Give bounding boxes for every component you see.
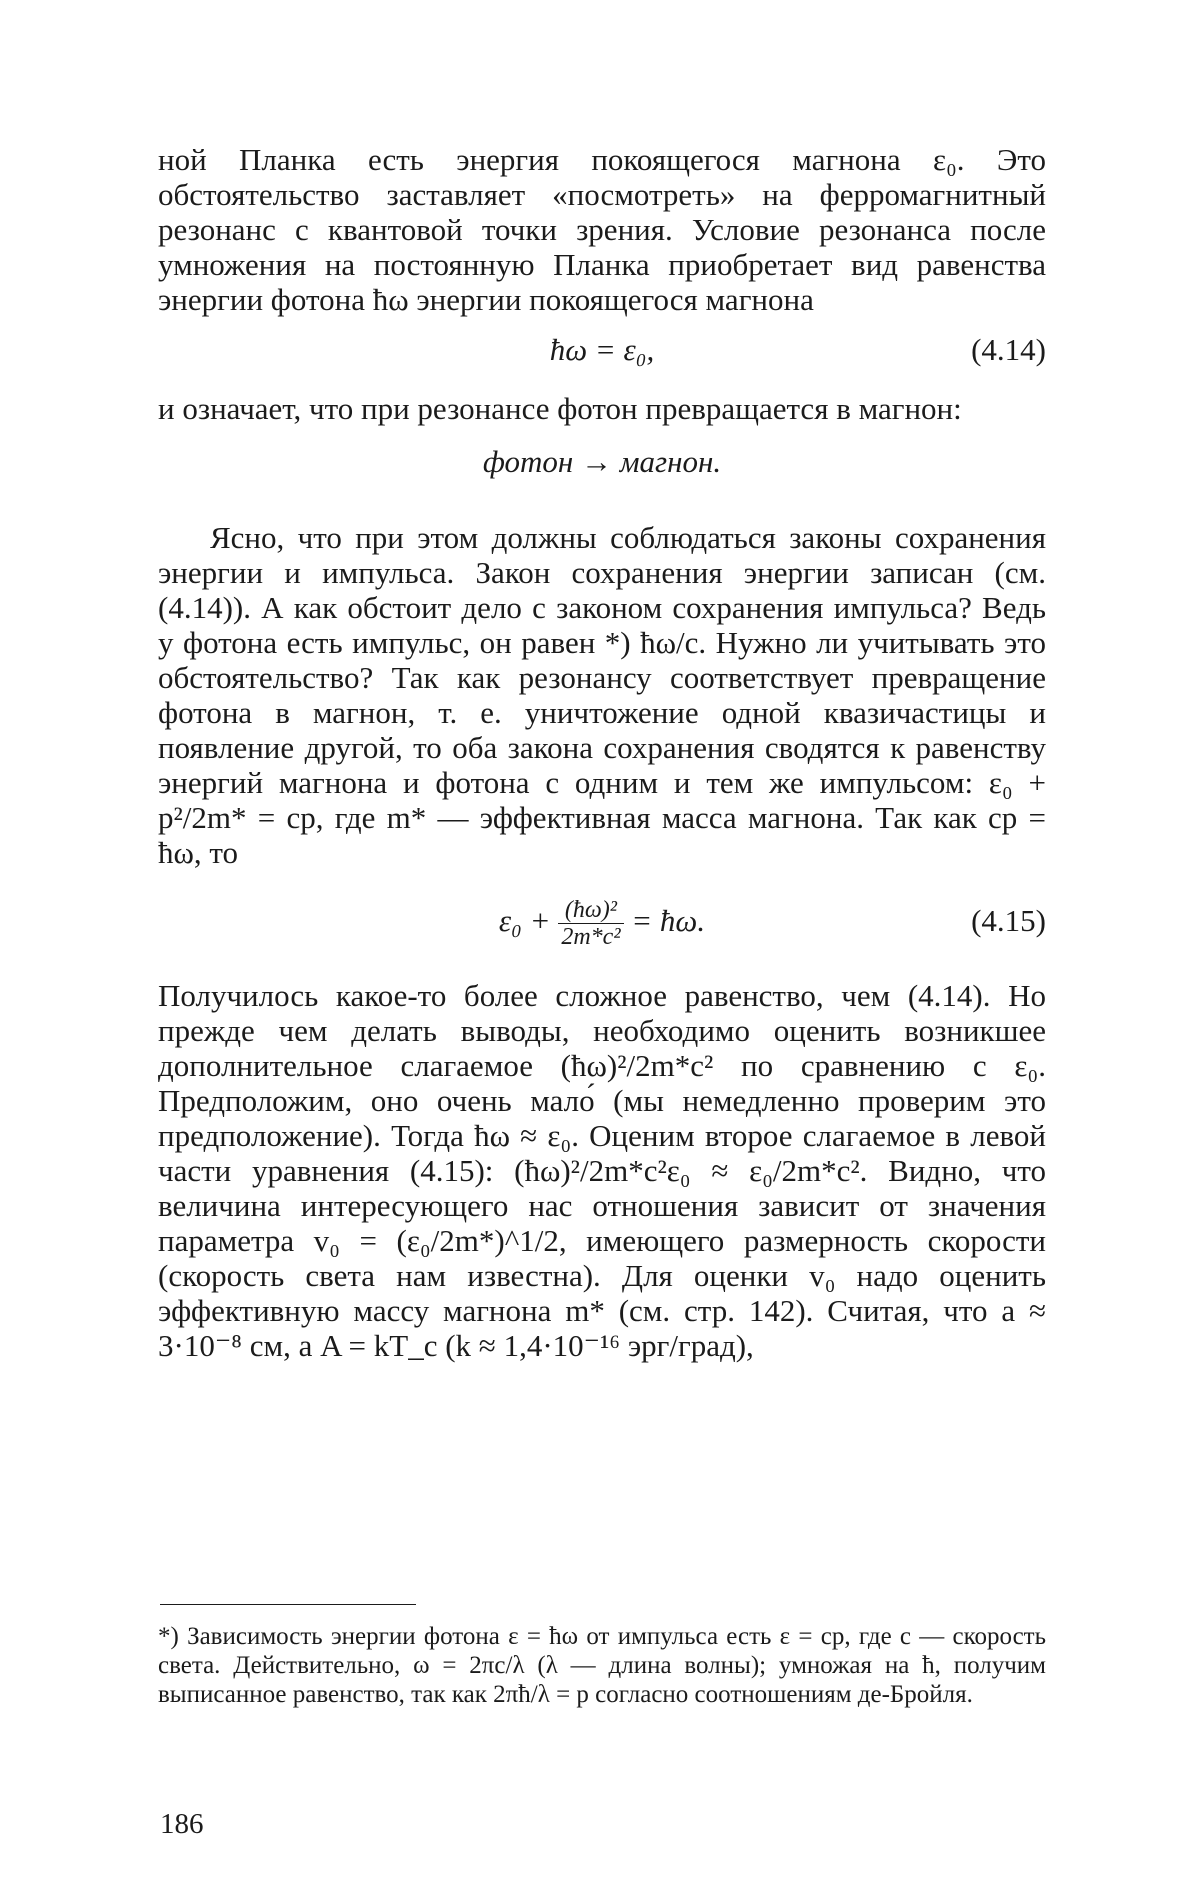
equation-4-15-numerator: (ħω)² (558, 897, 623, 924)
paragraph-1: ной Планка есть энергия покоящегося магнона ε₀. Это обстоятельство заставляет «посмотреть» на ферромагнитный резонанс с квантовой точки зрения. Условие резонанса после умножения на постоянную Планка приобретает вид равенства энергии фотона ħω энергии покоящегося магнона (158, 142, 1046, 317)
equation-4-15 (158, 886, 1046, 956)
equation-4-15-lhs: ε₀ + (498, 903, 551, 938)
equation-4-15-formula (158, 886, 1046, 956)
paragraph-4: Получилось какое-то более сложное равенство, чем (4.14). Но прежде чем делать выводы, необходимо оценить возникшее дополнительное слагаемое (ħω)²/2m*c² по сравнению с ε₀. Предположим, оно очень мало́ (мы немедленно проверим это предположение). Тогда ħω ≈ ε₀. Оценим второе слагаемое в левой части уравнения (4.15): (ħω)²/2m*c²ε₀ ≈ ε₀/2m*c². Видно, что величина интересующего нас отношения зависит от значения параметра v₀ = (ε₀/2m*)^1/2, имеющего размерность скорости (скорость света нам известна). Для оценки v₀ надо оценить эффективную массу магнона m* (см. стр. 142). Считая, что a ≈ 3·10⁻⁸ см, а A = kT_c (k ≈ 1,4·10⁻¹⁶ эрг/град), (158, 978, 1046, 1363)
page-number: 186 (160, 1808, 204, 1840)
equation-4-15-denominator: 2m*c² (561, 924, 621, 951)
paragraph-2: и означает, что при резонансе фотон превращается в магнон: (158, 391, 962, 426)
footnote-block (158, 1622, 1046, 1709)
paragraph-3: Ясно, что при этом должны соблюдаться законы сохранения энергии и импульса. Закон сохранения энергии записан (см. (4.14)). А как обстоит дело с законом сохранения импульса? Ведь у фотона есть импульс, он равен *) ħω/c. Нужно ли учитывать это обстоятельство? Так как резонансу соответствует превращение фотона в магнон, т. е. уничтожение одной квазичастицы и появление другой, то оба закона сохранения сводятся к равенству энергий магнона и фотона с одним и тем же импульсом: ε₀ + p²/2m* = cp, где m* — эффективная масса магнона. Так как cp = ħω, то (158, 520, 1046, 870)
equation-4-15-number: (4.15) (971, 903, 1046, 938)
footnote-text: *) Зависимость энергии фотона ε = ħω от импульса есть ε = cp, где c — скорость света. Действительно, ω = 2πc/λ (λ — длина волны); умножая на ħ, получим выписанное равенство, так как 2πħ/λ = p согласно соотношениям де-Бройля. (158, 1623, 1046, 1708)
equation-4-14 (158, 327, 1046, 373)
equation-4-15-rhs: = ħω. (631, 903, 706, 938)
equation-4-14-number: (4.14) (971, 332, 1046, 367)
equation-4-14-formula: ħω = ε₀, (549, 332, 655, 367)
main-text (158, 142, 1046, 1363)
reaction-line: фотон → магнон. (482, 444, 722, 479)
footnote-divider (160, 1604, 416, 1605)
equation-4-15-fraction (558, 897, 623, 950)
